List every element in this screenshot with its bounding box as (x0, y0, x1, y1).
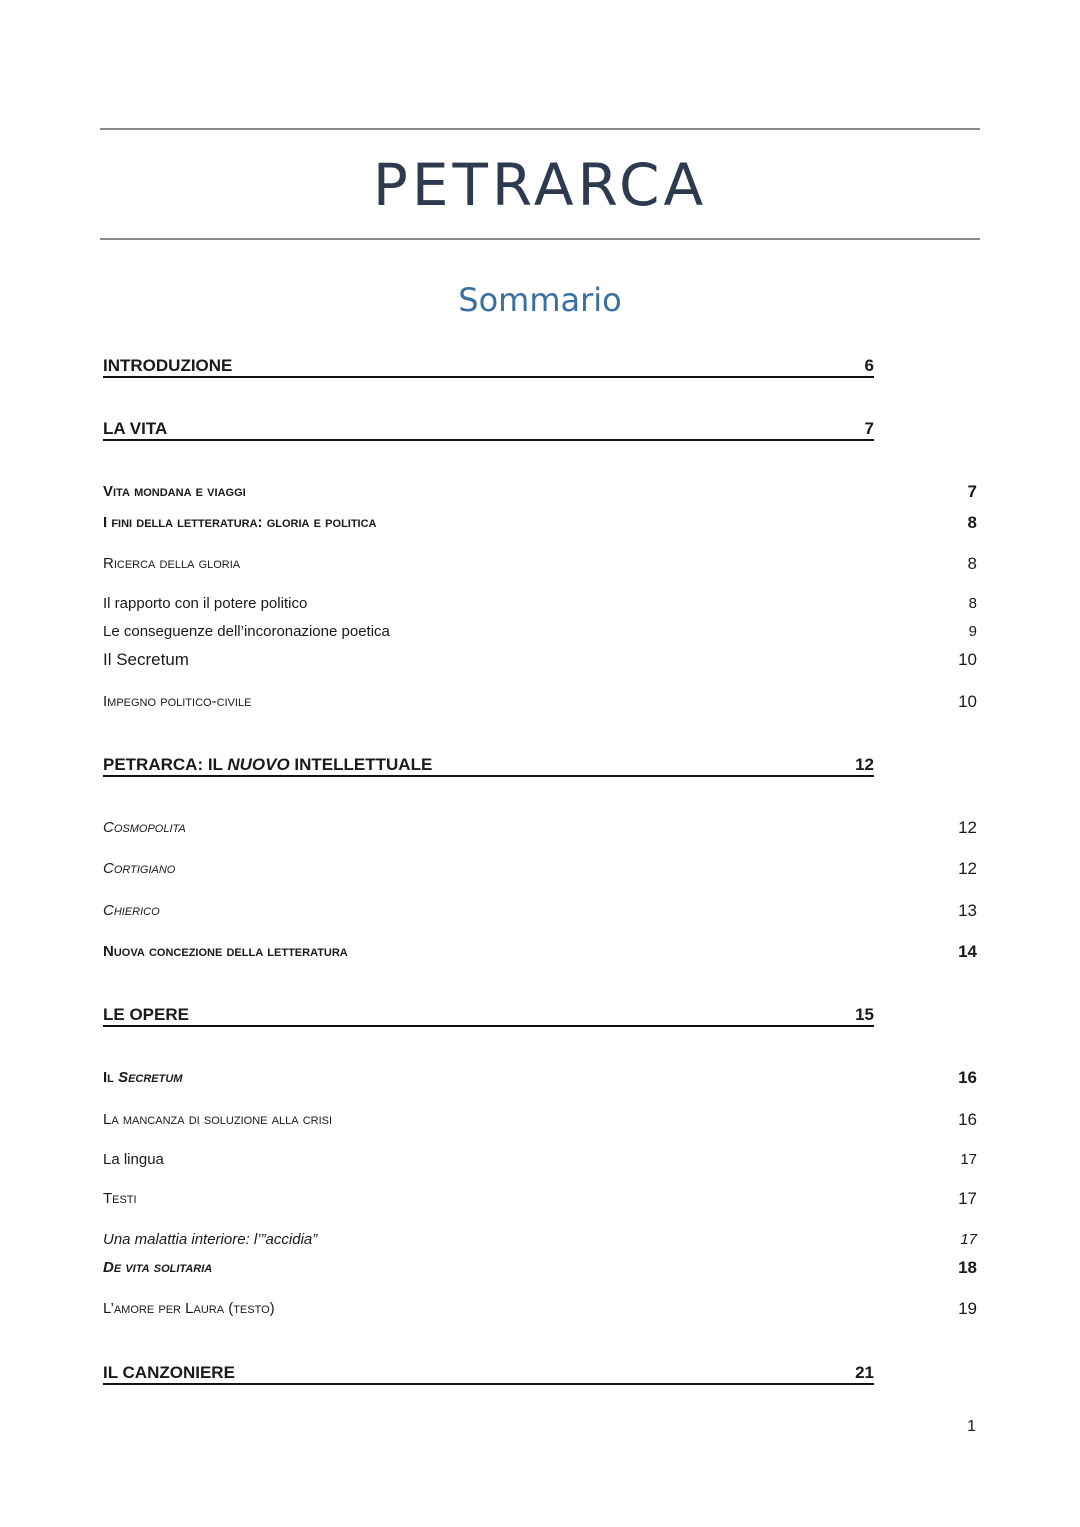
toc-entry-page: 14 (958, 942, 977, 961)
toc-entry-de-vita-solitaria[interactable] (103, 1256, 977, 1280)
toc-entry-page: 21 (855, 1363, 874, 1382)
toc-entry-page: 13 (958, 901, 977, 920)
toc-entry-ricerca-gloria[interactable] (103, 552, 977, 576)
toc-entry-page: 8 (967, 554, 977, 573)
toc-entry-accidia[interactable] (103, 1228, 977, 1252)
toc-entry-label: IL CANZONIERE (103, 1363, 235, 1382)
toc-entry-le-opere[interactable] (103, 1003, 874, 1027)
toc-entry-page: 16 (958, 1110, 977, 1129)
toc-entry-label: Una malattia interiore: l’”accidia” (103, 1231, 318, 1248)
toc-entry-page: 9 (968, 623, 977, 640)
toc-entry-page: 17 (958, 1189, 977, 1208)
toc-label-part: INTELLETTUALE (289, 755, 433, 774)
toc-entry-amore-laura[interactable] (103, 1297, 977, 1321)
toc-entry-page: 8 (967, 513, 977, 532)
toc-label-emphasis: Secretum (118, 1069, 183, 1086)
toc-entry-page: 10 (958, 692, 977, 711)
page-number: 1 (967, 1418, 976, 1435)
document-title: PETRARCA (372, 151, 708, 219)
toc-entry-label: I fini della letteratura: gloria e politica (103, 514, 377, 531)
toc-entry-label: De vita solitaria (103, 1259, 213, 1276)
toc-entry-cortigiano[interactable] (103, 857, 977, 881)
toc-entry-chierico[interactable] (103, 899, 977, 923)
toc-entry-label: Chierico (103, 902, 160, 919)
toc-entry-label: Cortigiano (103, 860, 176, 877)
toc-entry-page: 15 (855, 1005, 874, 1024)
toc-entry-label (103, 1066, 182, 1090)
toc-entry-vita-mondana[interactable] (103, 480, 977, 504)
toc-entry-label: Le conseguenze dell’incoronazione poetica (103, 623, 390, 640)
toc-entry-label: Testi (103, 1190, 137, 1207)
toc-entry-label: LA VITA (103, 419, 168, 438)
toc-entry-page: 7 (967, 482, 977, 501)
toc-entry-cosmopolita[interactable] (103, 816, 977, 840)
toc-entry-page: 19 (958, 1299, 977, 1318)
toc-heading: Sommario (458, 281, 622, 319)
toc-entry-label: Impegno politico-civile (103, 693, 252, 710)
toc-entry-rapporto-potere[interactable] (103, 592, 977, 616)
toc-entry-page: 12 (958, 818, 977, 837)
toc-entry-label: La lingua (103, 1151, 164, 1168)
toc-entry-secretum-vita[interactable] (103, 648, 977, 672)
toc-entry-label: LE OPERE (103, 1005, 189, 1024)
toc-entry-testi[interactable] (103, 1187, 977, 1211)
toc-entry-label: Vita mondana e viaggi (103, 483, 246, 500)
toc-entry-label: L’amore per Laura (testo) (103, 1300, 275, 1317)
toc-entry-canzoniere[interactable] (103, 1361, 874, 1385)
toc-entry-label (103, 753, 432, 777)
toc-entry-page: 7 (864, 419, 874, 438)
toc-entry-page: 12 (958, 859, 977, 878)
toc-entry-page: 12 (855, 755, 874, 774)
toc-entry-page: 6 (864, 356, 874, 375)
toc-entry-label: Nuova concezione della letteratura (103, 943, 348, 960)
toc-entry-mancanza-soluzione[interactable] (103, 1108, 977, 1132)
toc-entry-page: 10 (958, 650, 977, 669)
toc-label-part: PETRARCA: IL (103, 755, 228, 774)
toc-entry-fini-letteratura[interactable] (103, 511, 977, 535)
toc-entry-introduzione[interactable] (103, 354, 874, 378)
toc-entry-label: Il Secretum (103, 650, 189, 669)
toc-label-emphasis: NUOVO (227, 755, 290, 774)
toc-entry-la-lingua[interactable] (103, 1148, 977, 1172)
toc-entry-page: 17 (960, 1231, 977, 1248)
toc-entry-page: 16 (958, 1068, 977, 1087)
toc-entry-page: 17 (960, 1151, 977, 1168)
toc-entry-label: INTRODUZIONE (103, 356, 233, 375)
toc-entry-label: Ricerca della gloria (103, 555, 241, 572)
toc-entry-incoronazione[interactable] (103, 620, 977, 644)
toc-entry-label: Cosmopolita (103, 819, 186, 836)
toc-entry-page: 18 (958, 1258, 977, 1277)
toc-entry-la-vita[interactable] (103, 417, 874, 441)
toc-entry-impegno-politico[interactable] (103, 690, 977, 714)
toc-entry-page: 8 (968, 595, 977, 612)
toc-label-part: Il (103, 1069, 119, 1086)
toc-entry-nuovo-intellettuale[interactable] (103, 753, 874, 777)
toc-entry-il-secretum[interactable] (103, 1066, 977, 1090)
toc-entry-nuova-concezione[interactable] (103, 940, 977, 964)
toc-entry-label: La mancanza di soluzione alla crisi (103, 1111, 333, 1128)
toc-entry-label: Il rapporto con il potere politico (103, 595, 308, 612)
